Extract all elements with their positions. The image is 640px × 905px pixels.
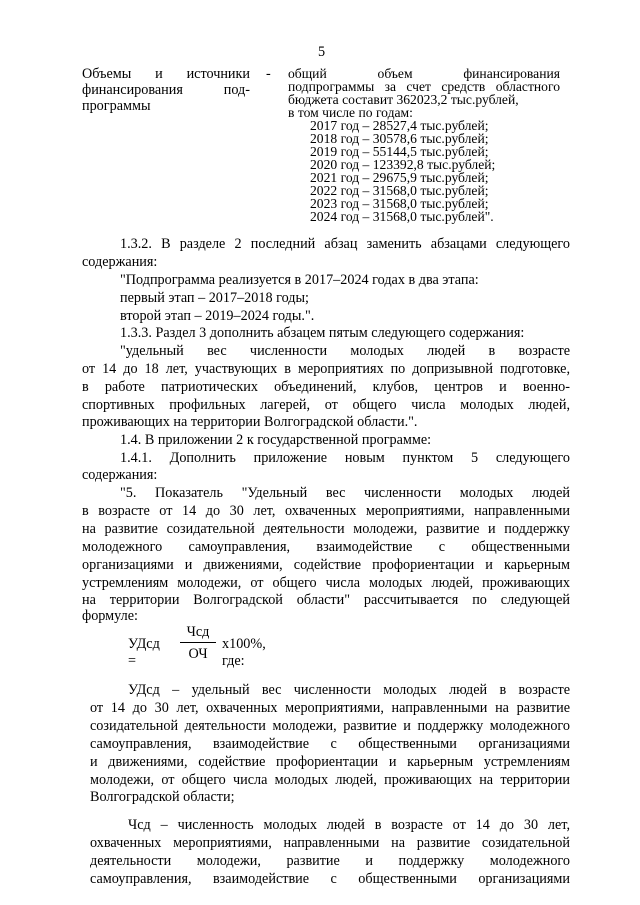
formula-numerator: Чсд bbox=[186, 624, 210, 640]
body-line-28: молодежи, от общего числа молодых людей, проживающих на территории bbox=[90, 772, 570, 788]
body-line-15: "5. Показатель "Удельный вес численности молодых людей bbox=[120, 485, 570, 501]
body-line-8: от 14 до 18 лет, участвующих в мероприятиях по допризывной подготовке, bbox=[82, 361, 570, 377]
year-2017: 2017 год – 28527,4 тыс.рублей; bbox=[310, 118, 489, 133]
body-line-10: спортивных профильных лагерей, от общего числа молодых людей, bbox=[82, 397, 570, 413]
table-intro-line-3: бюджета составит 362023,2 тыс.рублей, bbox=[288, 92, 519, 107]
body-line-14: содержания: bbox=[82, 467, 158, 483]
body-line-2: содержания: bbox=[82, 254, 158, 270]
body-line-26: самоуправления, взаимодействие с общественными организациями bbox=[90, 736, 570, 752]
body-line-17: на развитие созидательной деятельности молодежи, развитие и поддержку bbox=[82, 521, 570, 537]
year-2023: 2023 год – 31568,0 тыс.рублей; bbox=[310, 196, 489, 211]
body-line-27: и движениями, содействие профориентации и карьерным устремлениям bbox=[90, 754, 570, 770]
table-left-line-3: программы bbox=[82, 98, 151, 114]
body-line-5: второй этап – 2019–2024 годы.". bbox=[120, 308, 315, 324]
body-line-23: УДсд – удельный вес численности молодых людей в возрасте bbox=[128, 682, 570, 698]
body-line-13: 1.4.1. Дополнить приложение новым пунктом 5 следующего bbox=[120, 450, 570, 466]
formula-rhs: х100%, где: bbox=[222, 636, 266, 669]
table-intro-line-2: подпрограммы за счет средств областного bbox=[288, 79, 560, 94]
body-line-25: созидательной деятельности молодежи, развитие и поддержку молодежного bbox=[90, 718, 570, 734]
body-line-32: деятельности молодежи, развитие и поддержку молодежного bbox=[90, 853, 570, 869]
body-line-19: организациями и движениями, содействие профориентации и карьерным bbox=[82, 557, 570, 573]
table-dash: - bbox=[266, 66, 271, 82]
body-line-11: проживающих на территории Волгоградской области.". bbox=[82, 414, 418, 430]
body-line-20: устремлениям молодежи, от общего числа молодых людей, проживающих bbox=[82, 575, 570, 591]
body-line-1: 1.3.2. В разделе 2 последний абзац заменить абзацами следующего bbox=[120, 236, 570, 252]
body-line-4: первый этап – 2017–2018 годы; bbox=[120, 290, 309, 306]
page-number: 5 bbox=[318, 44, 326, 60]
body-line-9: в работе патриотических объединений, клубов, центров и военно- bbox=[82, 379, 570, 395]
body-line-29: Волгоградской области; bbox=[90, 789, 235, 805]
body-line-7: "удельный вес численности молодых людей в возрасте bbox=[120, 343, 570, 359]
body-line-30: Чсд – численность молодых людей в возрасте от 14 до 30 лет, bbox=[128, 817, 570, 833]
body-line-21: на территории Волгоградской области" рассчитывается по следующей bbox=[82, 592, 570, 608]
year-2022: 2022 год – 31568,0 тыс.рублей; bbox=[310, 183, 489, 198]
year-2019: 2019 год – 55144,5 тыс.рублей; bbox=[310, 144, 489, 159]
body-line-22: формуле: bbox=[82, 608, 138, 624]
year-2024: 2024 год – 31568,0 тыс.рублей". bbox=[310, 209, 494, 224]
formula-denominator: ОЧ bbox=[188, 646, 208, 662]
body-line-12: 1.4. В приложении 2 к государственной программе: bbox=[120, 432, 432, 448]
body-line-6: 1.3.3. Раздел 3 дополнить абзацем пятым следующего содержания: bbox=[120, 325, 525, 341]
formula-fraction bbox=[180, 624, 216, 662]
fraction-bar bbox=[180, 642, 216, 643]
table-left-line-1: Объемы и источники bbox=[82, 66, 250, 82]
table-intro-line-4: в том числе по годам: bbox=[288, 105, 413, 120]
table-intro-line-1: общий объем финансирования bbox=[288, 66, 560, 81]
body-line-16: в возрасте от 14 до 30 лет, охваченных мероприятиями, направленными bbox=[82, 503, 570, 519]
body-line-31: охваченных мероприятиями, направленными на развитие созидательной bbox=[90, 835, 570, 851]
body-line-3: "Подпрограмма реализуется в 2017–2024 годах в два этапа: bbox=[120, 272, 479, 288]
body-line-24: от 14 до 30 лет, охваченных мероприятиями, направленными на развитие bbox=[90, 700, 570, 716]
year-2020: 2020 год – 123392,8 тыс.рублей; bbox=[310, 157, 496, 172]
body-line-33: самоуправления, взаимодействие с общественными организациями bbox=[90, 871, 570, 887]
year-2021: 2021 год – 29675,9 тыс.рублей; bbox=[310, 170, 489, 185]
year-2018: 2018 год – 30578,6 тыс.рублей; bbox=[310, 131, 489, 146]
formula-lhs: УДсд = bbox=[128, 636, 160, 669]
body-line-18: молодежного самоуправления, взаимодействие с общественными bbox=[82, 539, 570, 555]
table-left-line-2: финансирования под- bbox=[82, 82, 250, 98]
